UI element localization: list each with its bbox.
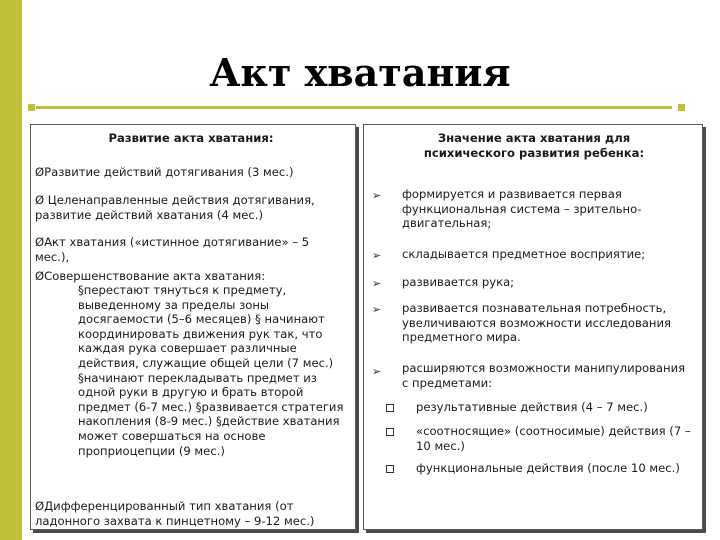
development-item-3: ØАкт хватания («истинное дотягивание» – 5 мес.), bbox=[35, 235, 310, 264]
development-item-1: ØРазвитие действий дотягивания (3 мес.) bbox=[35, 165, 294, 179]
development-subitems: §перестают тянуться к предмету, выведенному за пределы зоны досягаемости (5–6 месяцев) § начинают координировать движения рук так, что каждая рука совершает различные действия, служащие общей цели (7 мес.) §начинают перекладывать предмет из одной руки в другую и брать второй предмет (6-7 мес.) §развивается стратегия накопления (8-9 мес.) §действие хватания может совершаться на основе проприоцепции (9 мес.) bbox=[78, 283, 344, 458]
decorative-square bbox=[28, 104, 35, 111]
decorative-sidebar bbox=[0, 0, 22, 540]
development-item-4: ØСовершенствование акта хватания: bbox=[35, 269, 266, 283]
arrow-bullet-icon: ➢ bbox=[372, 277, 382, 290]
significance-item-4: развивается познавательная потребность, увеличиваются возможности исследования предметного мира. bbox=[402, 301, 671, 345]
significance-item-2: складывается предметное восприятие; bbox=[402, 247, 646, 261]
square-bullet-icon bbox=[386, 404, 394, 412]
manipulation-subitem-3: функциональные действия (после 10 мес.) bbox=[416, 461, 680, 475]
manipulation-subitem-2: «соотносящие» (соотносимые) действия (7 – 10 мес.) bbox=[416, 424, 691, 453]
significance-item-3: развивается рука; bbox=[402, 275, 515, 289]
title-underline bbox=[36, 106, 672, 109]
arrow-bullet-icon: ➢ bbox=[372, 189, 382, 202]
right-panel-header: Значение акта хватания для психического развития ребенка: bbox=[423, 131, 645, 160]
development-item-2: Ø Целенаправленные действия дотягивания, развитие действий хватания (4 мес.) bbox=[35, 193, 315, 222]
slide-title: Акт хватания bbox=[209, 50, 511, 95]
arrow-bullet-icon: ➢ bbox=[372, 249, 382, 262]
arrow-bullet-icon: ➢ bbox=[372, 303, 382, 316]
decorative-square bbox=[678, 104, 685, 111]
square-bullet-icon bbox=[386, 428, 394, 436]
manipulation-subitem-1: результативные действия (4 – 7 мес.) bbox=[416, 400, 648, 414]
significance-item-5: расширяются возможности манипулирования с предметами: bbox=[402, 361, 686, 390]
development-item-5: ØДифференцированный тип хватания (от ладонного захвата к пинцетному – 9-12 мес.) bbox=[35, 499, 315, 528]
right-panel bbox=[363, 124, 703, 530]
square-bullet-icon bbox=[386, 465, 394, 473]
left-panel-header: Развитие акта хватания: bbox=[108, 131, 274, 145]
significance-item-1: формируется и развивается первая функциональная система – зрительно-двигательная; bbox=[402, 187, 642, 231]
arrow-bullet-icon: ➢ bbox=[372, 365, 382, 378]
left-panel bbox=[30, 124, 356, 530]
